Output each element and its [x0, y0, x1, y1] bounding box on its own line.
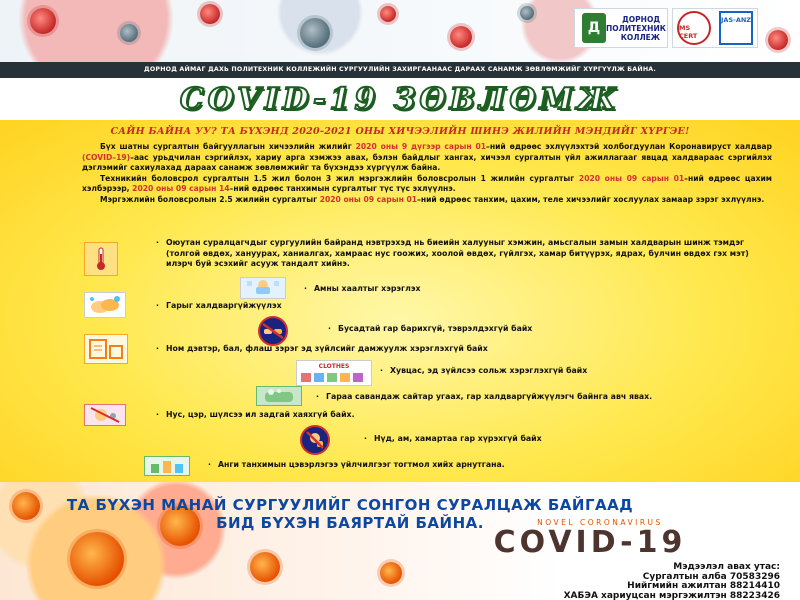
advice-item-text: Оюутан суралцагчдыг сургуулийн байранд нэвтрэхэд нь биеийн халууныг хэмжин, амьсгалын замын халдварын шинж тэмдэг (толгой өвдөх, хануурах, ханиалгах, хамраас нус гоожих, хоолой өвдөх, гүйлгэх, хамар битүүрэх, ядрах, булчин өвдөх гэх мэт) илэрч буй эсэхийг асууж тандалт хийнэ.	[166, 238, 749, 268]
virus-decoration	[380, 6, 396, 22]
bullet: ·	[304, 284, 307, 293]
contact-line: ХАБЭА хариуцсан мэргэжилтэн 88223426	[563, 590, 780, 600]
college-logo-text: ДОРНОД ПОЛИТЕХНИК КОЛЛЕЖ	[606, 14, 666, 42]
virus-decoration	[520, 6, 534, 20]
bullet: ·	[156, 410, 159, 419]
slogan-line: БИД БҮХЭН БАЯРТАЙ БАЙНА.	[216, 514, 484, 532]
greeting-line: САЙН БАЙНА УУ? ТА БҮХЭНД 2020-2021 ОНЫ ХИЧЭЭЛИЙН ШИНЭ ЖИЛИЙН МЭНДИЙГ ХҮРГЭЕ!	[110, 126, 690, 137]
hand-wash-icon	[84, 292, 126, 318]
soap-icon	[256, 386, 302, 406]
no-face-touch-icon	[300, 425, 330, 455]
advice-item-text: Хувцас, эд зүйлсээ сольж хэрэглэхгүй байх	[390, 366, 588, 375]
intro-paragraph	[82, 195, 772, 206]
intro-text	[82, 142, 772, 205]
virus-decoration	[450, 26, 472, 48]
header-notice-strip: ДОРНОД АЙМАГ ДАХЬ ПОЛИТЕХНИК КОЛЛЕЖИЙН СУРГУУЛИЙН ЗАХИРГААНААС ДАРААХ САНАМЖ ЗӨВЛӨМЖИЙГ ХҮРГҮҮЛЖ БАЙНА.	[0, 62, 800, 78]
intro-text-segment: –ний өдрөөс танхимын сургалтыг түс түс эхлүүлнэ.	[229, 184, 456, 193]
novel-coronavirus-label: NOVEL CORONAVIRUS	[537, 518, 663, 527]
virus-decoration	[768, 30, 788, 50]
college-logo-mark: Д	[582, 13, 606, 43]
intro-text-segment: –ний өдрөөс эхлүүлэхтэй холбогдуулан Коронавируст халдвар	[486, 142, 772, 151]
intro-text-segment: Техникийн боловсрол сургалтын 1.5 жил болон 3 жил мэргэжлийн боловсролын 1 жилийн сургалтыг	[100, 173, 579, 183]
intro-text-segment: –ний өдрөөс танхим, цахим, теле хичээлийг хослуулах замаар зэрэг эхлүүлнэ.	[417, 194, 765, 204]
clothes-icon	[296, 360, 372, 386]
page-title: COVID-19 ЗӨВЛӨМЖ	[179, 82, 621, 117]
advice-item-text: Анги танхимын цэвэрлэгээ үйлчилгээг тогтмол хийх арнутгана.	[218, 460, 505, 469]
advice-item-text: Ном дэвтэр, бал, флаш зэрэг эд зүйлсийг дамжуулж хэрэглэхгүй байх	[166, 344, 488, 353]
covid-highlight: (COVID–19)	[82, 152, 131, 162]
no-spitting-icon	[84, 404, 126, 426]
bullet: ·	[156, 344, 159, 353]
virus-decoration	[70, 532, 124, 586]
slogan-line: ТА БҮХЭН МАНАЙ СУРГУУЛИЙГ СОНГОН СУРАЛЦАЖ БАЙГААД	[66, 496, 634, 514]
bullet: ·	[156, 301, 159, 310]
covid-19-logo-text: COVID-19	[493, 525, 687, 560]
no-sharing-icon	[84, 334, 128, 364]
virus-decoration	[30, 8, 56, 34]
date-highlight: 2020 оны 09 сарын 01	[578, 173, 685, 183]
thermometer-icon	[84, 242, 118, 276]
advice-item	[156, 410, 576, 421]
advice-item	[328, 324, 748, 335]
college-logo	[574, 8, 668, 48]
advice-item-text: Гараа савандаж сайтар угаах, гар халдваргүйжүүлэгч байнга авч явах.	[326, 392, 653, 401]
bullet: ·	[156, 238, 159, 247]
advice-item	[156, 301, 556, 312]
advice-item	[156, 238, 776, 270]
intro-text-segment: Бүх шатны сургалтын байгууллагын хичээлийн жилийг	[100, 142, 356, 151]
ms-cert-logo: MS CERT	[677, 11, 711, 45]
contact-info	[540, 563, 780, 600]
date-highlight: 2020 оны 09 сарын 01	[319, 194, 418, 204]
advice-item	[364, 434, 764, 445]
bullet: ·	[380, 366, 383, 375]
intro-paragraph	[82, 174, 772, 195]
bullet: ·	[316, 392, 319, 401]
advice-item	[156, 344, 716, 355]
date-highlight: 2020 оны 09 сарын 14	[132, 184, 230, 193]
advice-item	[316, 392, 776, 403]
jas-anz-logo: JAS-ANZ	[719, 11, 753, 45]
intro-paragraph	[82, 142, 772, 174]
bullet: ·	[328, 324, 331, 333]
bullet: ·	[208, 460, 211, 469]
advice-item	[208, 460, 748, 471]
advice-panel	[0, 120, 800, 482]
bullet: ·	[364, 434, 367, 443]
clothes-icon-label: CLOTHES	[318, 363, 350, 370]
advice-item-text: Гарыг халдваргүйжүүлэх	[166, 301, 282, 310]
cleaning-icon	[144, 456, 190, 476]
intro-text-segment: –ний өдрөөс цахим хэлбэрээр,	[82, 173, 773, 193]
intro-text-segment: –аас урьдчилан сэргийлэх, хариу арга хэмжээ авах, бэлэн байдлыг хангах, хичээл сургалтын үйл ажиллагааг явцад халдвараас сэргийлэх дэглэмийг сахиулахад дараах санамж зөвлөмжийг та бүхэндээ хүргүүлж байна.	[82, 152, 772, 172]
advice-item	[380, 366, 760, 377]
virus-decoration	[200, 4, 220, 24]
advice-item-text: Нус, цэр, шүлсээ ил задгай хаяхгүй байх.	[166, 410, 355, 419]
mask-icon	[240, 277, 286, 299]
virus-decoration	[250, 552, 280, 582]
advice-item	[304, 284, 704, 295]
contact-line: Нийгмийн ажилтан 88214410	[627, 581, 780, 592]
advice-item-text: Бусадтай гар барихгүй, тэврэлдэхгүй байх	[338, 324, 533, 333]
contact-title: Мэдээлэл авах утас:	[673, 562, 780, 572]
advice-item-text: Нүд, ам, хамартаа гар хүрэхгүй байх	[374, 434, 542, 443]
certification-logos	[672, 8, 758, 48]
virus-decoration	[120, 24, 138, 42]
virus-decoration	[300, 18, 330, 48]
header-banner	[0, 0, 800, 62]
date-highlight: 2020 оны 9 дүгээр сарын 01	[355, 142, 487, 151]
contact-line: Сургалтын алба 70583296	[642, 571, 780, 582]
advice-item-text: Амны хаалтыг хэрэглэх	[314, 284, 421, 293]
no-handshake-icon	[258, 316, 288, 346]
virus-decoration	[380, 562, 402, 584]
intro-text-segment: Мэргэжлийн боловсролын 2.5 жилийн сургалтыг	[100, 194, 320, 204]
footer-banner	[0, 482, 800, 600]
